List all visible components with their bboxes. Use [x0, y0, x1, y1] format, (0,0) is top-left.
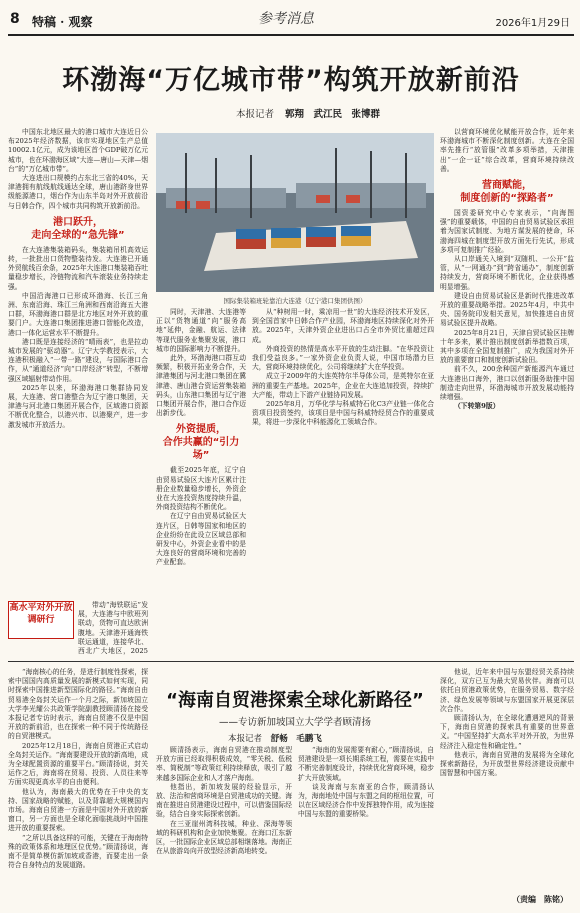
paragraph: 从“种树用一时，乘凉用一世”的大连经济技术开发区，到全国首家中日韩合作产业园，环渤海地区持续深化对外开放。2025年，天津外资企业进出口占全市外贸比重超过四成。 [252, 308, 434, 344]
paragraph: 国资委研究中心专家表示，“向海图强”的重要载体，中国的自由贸易试验区承担着为国家试制度、为地方谋发展的使命，环渤海四城在制度型开放方面先行先试，形成多项可复制推广经验。 [440, 209, 574, 254]
subhead-line: 营商赋能， [482, 180, 532, 192]
paragraph: 他指出，新加坡发展的经验显示，开放、法治和营商环境是自贸港成功的关键。海南在推进自贸港建设过程中，可以借鉴国际经验，结合自身实际探索创新。 [156, 782, 292, 819]
byline-tag: 本报记者 [236, 109, 275, 120]
port-photo-illustration [156, 133, 434, 292]
byline-names: 舒畅 毛鹏飞 [270, 734, 322, 744]
paragraph: 2025年以来，环渤海港口集群协同发展，大连港、营口港整合为辽宁港口集团，天津港与河北港口集团开展合作，区域港口资源不断优化整合，以港兴市、以港聚产，进一步激发城市开放活力。 [8, 383, 148, 429]
paragraph: 同时，天津港、大连港等正以“货物通道”向“服务高地”延伸，金融、航运、法律等现代服务业集聚发展，港口城市的国际影响力不断提升。 [156, 308, 246, 353]
section-divider [8, 661, 574, 662]
paragraph: 顾清扬表示，海南自贸港在推动制度型开放方面已经取得积极成效，“零关税、低税率、简税制”等政策红利持续释放，吸引了越来越多国际企业和人才落户海南。 [156, 746, 292, 782]
paragraph: 港口既是连接经济的“晴雨表”，也是拉动城市发展的“驱动器”。辽宁大学教授表示，大连港积极融入“一带一路”建设，与国际港口合作，从“通道经济”向“口岸经济”转型，不断增强区域辐射带动作用。 [8, 337, 148, 383]
paragraph: 他表示，海南自贸港的发展将为全球化探索新路径，为开放型世界经济建设贡献中国智慧和中国方案。 [440, 750, 574, 778]
paragraph: 以营商环境优化赋能开放合作，近年来环渤海城市不断深化制度创新。大连在全国率先推行“放管服”改革多项举措，天津推出“一企一证”综合改革，营商环境持续改善。 [440, 128, 574, 173]
story1-column-1b [78, 601, 148, 656]
subhead-line: 走向全球的“急先锋” [31, 229, 125, 241]
story1-column-1 [8, 128, 148, 596]
newspaper-page [8, 6, 574, 909]
paragraph: “海南的发展需要有耐心，”顾清扬说，自贸港建设是一项长期系统工程，需要在实践中不断完善制度设计，持续优化营商环境，稳步扩大开放领域。 [298, 746, 434, 782]
paragraph: 中国沿海港口已形成环渤海、长江三角洲、东南沿海、珠江三角洲和西南沿海五大港口群，环渤海港口群是北方地区对外开放的重要门户。大连港口集团推进港口智能化改造，港口一体化运营水平不断提升。 [8, 291, 148, 337]
story2-column-3 [298, 746, 434, 903]
paragraph: 外商投资的热情是高水平开放的生动注脚。“在华投资让我们受益良多。”一家外资企业负责人说，中国市场潜力巨大，营商环境持续优化，公司将继续扩大在华投资。 [252, 344, 434, 372]
subhead [8, 216, 148, 242]
byline [236, 106, 380, 120]
column-banner [8, 601, 74, 639]
subhead-line: 制度创新的“探路者” [460, 193, 554, 205]
paragraph: 2025年8月，万华化学与科威特石化C3产业链一体化合资项目投资签约，该项目是中国与科威特经贸合作的重要成果，将进一步深化中科能源化工领域合作。 [252, 400, 434, 427]
paragraph: 大连进出口规模约占东北三省的40%，天津港拥有航线航线通达全球，唐山港跻身世界级能源港口，烟台作为山东半岛对外开放前沿与日韩合作，四个城市共同构筑开放新前沿。 [8, 174, 148, 210]
paragraph: 此外，环渤海港口群互动频繁，积极开拓业务合作，天津港集团与河北港口集团在冀津港、唐山港合资运营集装箱码头，山东港口集团与辽宁港口集团开展合作，港口合作迈出新步伐。 [156, 354, 246, 418]
subhead-line: 港口跃升， [53, 216, 103, 228]
paragraph: 建设自由贸易试验区是新时代推进改革开放的重要战略举措。2025年4月，中共中央、国务院印发相关意见，加快推进自由贸易试验区提升战略。 [440, 291, 574, 328]
paragraph: 顾清扬认为，在全球化遭遇逆风的背景下，海南自贸港的探索具有重要的世界意义。“中国坚持扩大高水平对外开放，为世界经济注入稳定性和确定性。” [440, 714, 574, 750]
paragraph: “之所以具备这样的可能，关键在于海南特殊的政策体系和地理区位优势。”顾清扬说，海南不是简单模仿新加坡或香港，而要走出一条符合自身特点的发展道路。 [8, 833, 148, 870]
issue-date: 2026年1月29日 [495, 18, 570, 29]
story2-column-2 [156, 746, 292, 903]
editor-credit: （责编 陈铭） [512, 895, 568, 904]
paragraph: 从口岸通关入境到“双随机、一公开”监管，从“一网通办”到“跨省通办”，制度创新持续发力，营商环境不断优化，企业获得感明显增强。 [440, 255, 574, 291]
story1-column-2 [156, 308, 246, 656]
story1-column-3 [252, 308, 434, 656]
port-photo [156, 133, 434, 292]
paragraph: 在三亚崖州湾科技城，种业、深海等领域的科研机构和企业加快集聚。在海口江东新区，一批国际企业区域总部相继落地。海南正在从旅游岛向开放型经济新高地转变。 [156, 819, 292, 856]
byline-names: 郭翔 武江民 张博群 [285, 109, 381, 120]
page-header [8, 6, 574, 36]
banner-line: 高水平对外开放 [9, 603, 73, 613]
story1-column-4 [440, 128, 574, 656]
paragraph: 前不久，200余种国产新能源汽车通过大连港出口海外，港口以创新服务助推中国制造走向世界，环渤海城市开放发展动能持续增强。 [440, 365, 574, 402]
subhead [440, 179, 574, 205]
main-headline: 环渤海“万亿城市带”构筑开放新前沿 [62, 65, 520, 96]
photo-caption: 国际集装箱班轮靠泊大连港（辽宁港口集团供图） [223, 297, 367, 305]
byline-tag: 本报记者 [228, 734, 263, 744]
paragraph: 带动“海铁联运”发展，大连港与中欧班列联动，货物可直达欧洲腹地。天津港开通海铁联运通道，连接华北、西北广大地区，2025 [78, 601, 148, 656]
paragraph: 2025年8月21日，天津自贸试验区挂牌十年多来，累计推出制度创新举措数百项，其中多项在全国复制推广，成为我国对外开放的重要窗口和制度创新试验田。 [440, 328, 574, 365]
subhead [156, 423, 246, 462]
banner-line: 调研行 [27, 615, 55, 625]
section-label: 特稿 · 观察 [32, 15, 93, 29]
story2-column-4 [440, 668, 574, 893]
paragraph: 中国东北地区最大的港口城市大连近日公布2025年经济数据，该市实现地区生产总值10002.1亿元，成为该地区首个GDP破万亿元城市，也在环渤海区域“大连—唐山—天津—烟台”的“万亿城市带”。 [8, 128, 148, 173]
story2-headline: “海南自贸港探索全球化新路径” [166, 690, 424, 711]
continue-note: （下转第9版） [454, 402, 500, 411]
paragraph: 成立于2009年的大连英特尔半导体公司，是英特尔在亚洲的重要生产基地。2025年，企业在大连追加投资，持续扩大产能，带动上下游产业链协同发展。 [252, 372, 434, 399]
paragraph: 他说，近年来中国与东盟经贸关系持续深化，双方已互为最大贸易伙伴。海南可以依托自贸港政策优势，在服务贸易、数字经济、绿色发展等领域与东盟国家开展更深层次合作。 [440, 668, 574, 713]
story2-byline [228, 732, 322, 744]
paragraph: 在大连港集装箱码头，集装箱吊机高效运转，一批批出口货物整装待发。大连港已开通外贸航线百余条，2025年大连港口集装箱吞吐量稳步增长，冷链物流和汽车滚装业务持续走强。 [8, 245, 148, 291]
masthead-logo: 参考消息 [258, 11, 314, 27]
story2-subtitle: ——专访新加坡国立大学学者顾清扬 [218, 717, 371, 728]
subhead-line: 外资提质， [176, 424, 226, 436]
paragraph: 谈及海南与东南亚的合作，顾清扬认为，海南地处中国与东盟之间的枢纽位置，可以在区域经济合作中发挥独特作用，成为连接中国与东盟的重要桥梁。 [298, 782, 434, 819]
paragraph: 2025年12月18日，海南自贸港正式启动全岛封关运作。“海南要建设开放的新高地，成为全球配置资源的重要平台。”顾清扬说，封关运作之后，海南将在贸易、投资、人员往来等方面实现更高水平的自由便利。 [8, 741, 148, 787]
paragraph: 他认为，海南最大的优势在于中央的支持、国家战略的赋能，以及背靠超大规模国内市场。海南自贸港一方面是中国对外开放的新窗口，另一方面也是全球化面临挑战时中国推进开放的重要探索。 [8, 787, 148, 833]
paragraph: 在辽宁自由贸易试验区大连片区，日韩等国家和地区的企业纷纷在此设立区域总部和研发中心，外资企业看中的是大连良好的营商环境和完善的产业配套。 [156, 512, 246, 567]
paragraph: 截至2025年底，辽宁自由贸易试验区大连片区累计注册企业数量稳步增长，外资企业在大连投资热度持续升温，外商投资结构不断优化。 [156, 466, 246, 512]
page-number: 8 [10, 11, 20, 27]
subhead-line: 合作共赢的“引力场” [162, 437, 240, 462]
story2-column-1 [8, 668, 148, 903]
paragraph: “海南核心的任务，是进行制度性探索，探索中国国内高质量发展的新模式如何实现，同时探索中国推进新型国际化的路径。”海南自由贸易港全岛封关运作一个月之际，新加坡国立大学李光耀公共政策学院副教授顾清扬在接受本报记者专访时表示，海南自贸港不仅是中国开放的新前沿，也在探索一种不同于传统路径的自贸港模式。 [8, 668, 148, 741]
